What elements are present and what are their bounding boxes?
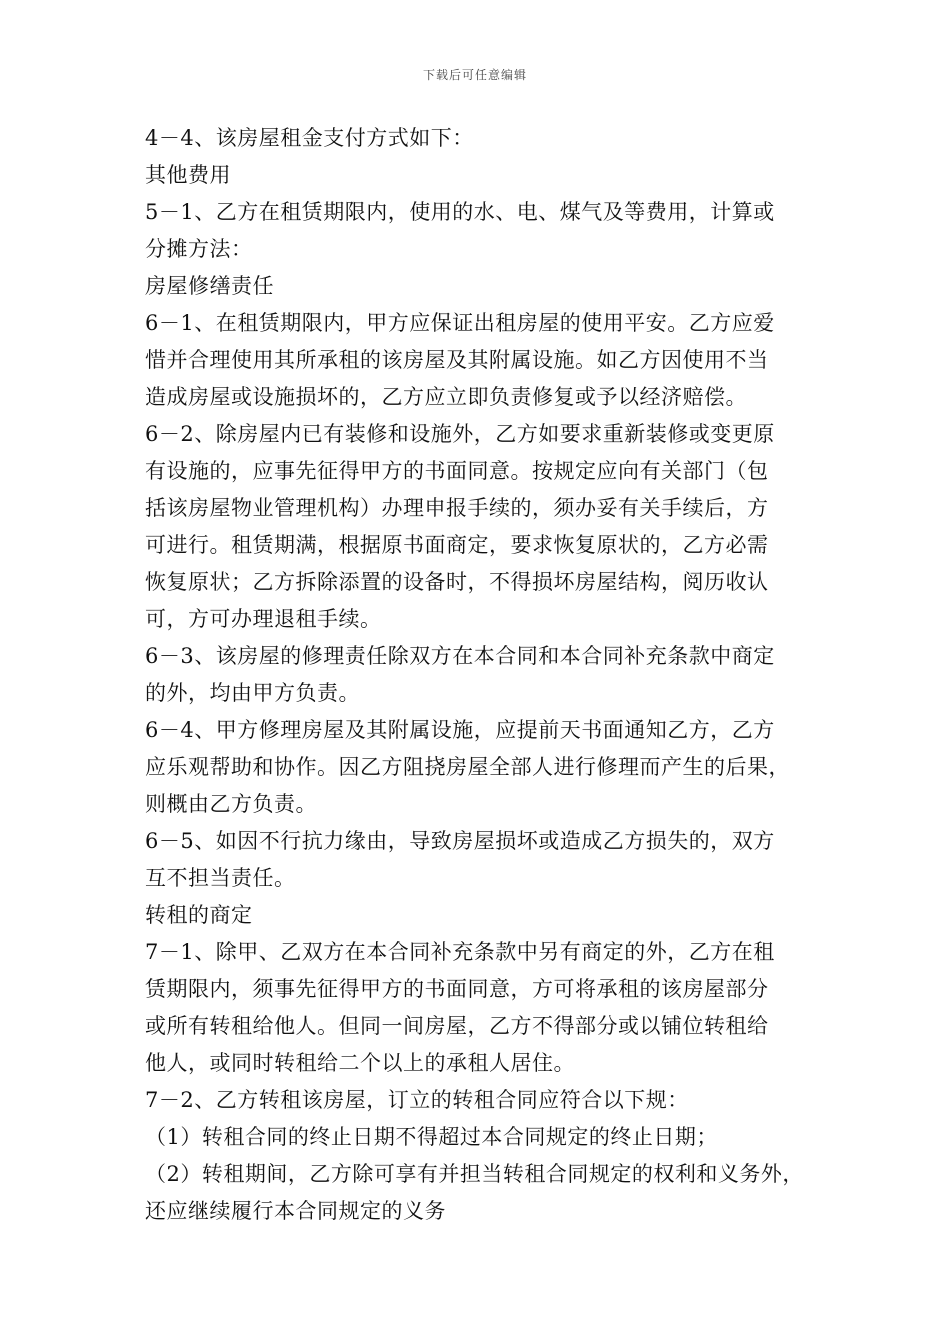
text-line: 可进行。租赁期满，根据原书面商定，要求恢复原状的，乙方必需 bbox=[145, 533, 769, 557]
text-line: 6－2、除房屋内已有装修和设施外，乙方如要求重新装修或变更原 bbox=[145, 422, 775, 446]
document-body bbox=[145, 120, 821, 1230]
text-line: 6－5、如因不行抗力缘由，导致房屋损坏或造成乙方损失的，双方 bbox=[145, 829, 775, 853]
text-line: 6－1、在租赁期限内，甲方应保证出租房屋的使用平安。乙方应爱 bbox=[145, 311, 775, 335]
text-line: 惜并合理使用其所承租的该房屋及其附属设施。如乙方因使用不当 bbox=[145, 348, 769, 372]
section-heading-other-fees: 其他费用 bbox=[145, 163, 231, 187]
section-heading-sublease: 转租的商定 bbox=[145, 903, 253, 927]
text-line: 4－4、该房屋租金支付方式如下： bbox=[145, 126, 474, 150]
text-line: 6－3、该房屋的修理责任除双方在本合同和本合同补充条款中商定 bbox=[145, 644, 775, 668]
text-line: 恢复原状；乙方拆除添置的设备时，不得损坏房屋结构，阅历收认 bbox=[145, 570, 769, 594]
text-line: 则概由乙方负责。 bbox=[145, 792, 317, 816]
text-line: 6－4、甲方修理房屋及其附属设施，应提前天书面通知乙方，乙方 bbox=[145, 718, 775, 742]
text-line: 7－1、除甲、乙双方在本合同补充条款中另有商定的外，乙方在租 bbox=[145, 940, 775, 964]
text-line: 括该房屋物业管理机构）办理申报手续的，须办妥有关手续后，方 bbox=[145, 496, 769, 520]
text-line: 的外，均由甲方负责。 bbox=[145, 681, 360, 705]
text-line: 分摊方法： bbox=[145, 237, 253, 261]
text-line: 他人，或同时转租给二个以上的承租人居住。 bbox=[145, 1051, 575, 1075]
text-line: 有设施的，应事先征得甲方的书面同意。按规定应向有关部门（包 bbox=[145, 459, 769, 483]
text-line: 5－1、乙方在租赁期限内，使用的水、电、煤气及等费用，计算或 bbox=[145, 200, 775, 224]
text-line: 还应继续履行本合同规定的义务 bbox=[145, 1199, 446, 1223]
text-line: 7－2、乙方转租该房屋，订立的转租合同应符合以下规： bbox=[145, 1088, 689, 1112]
section-heading-repair: 房屋修缮责任 bbox=[145, 274, 274, 298]
text-line: 或所有转租给他人。但同一间房屋，乙方不得部分或以铺位转租给 bbox=[145, 1014, 769, 1038]
text-line: 互不担当责任。 bbox=[145, 866, 296, 890]
text-line: 赁期限内，须事先征得甲方的书面同意，方可将承租的该房屋部分 bbox=[145, 977, 769, 1001]
text-line: 可，方可办理退租手续。 bbox=[145, 607, 382, 631]
text-line: 造成房屋或设施损坏的，乙方应立即负责修复或予以经济赔偿。 bbox=[145, 385, 747, 409]
text-line: 应乐观帮助和协作。因乙方阻挠房屋全部人进行修理而产生的后果， bbox=[145, 755, 790, 779]
text-line: （2）转租期间，乙方除可享有并担当转租合同规定的权利和义务外， bbox=[145, 1162, 804, 1186]
header-note: 下载后可任意编辑 bbox=[422, 68, 527, 82]
text-line: （1）转租合同的终止日期不得超过本合同规定的终止日期； bbox=[145, 1125, 718, 1149]
